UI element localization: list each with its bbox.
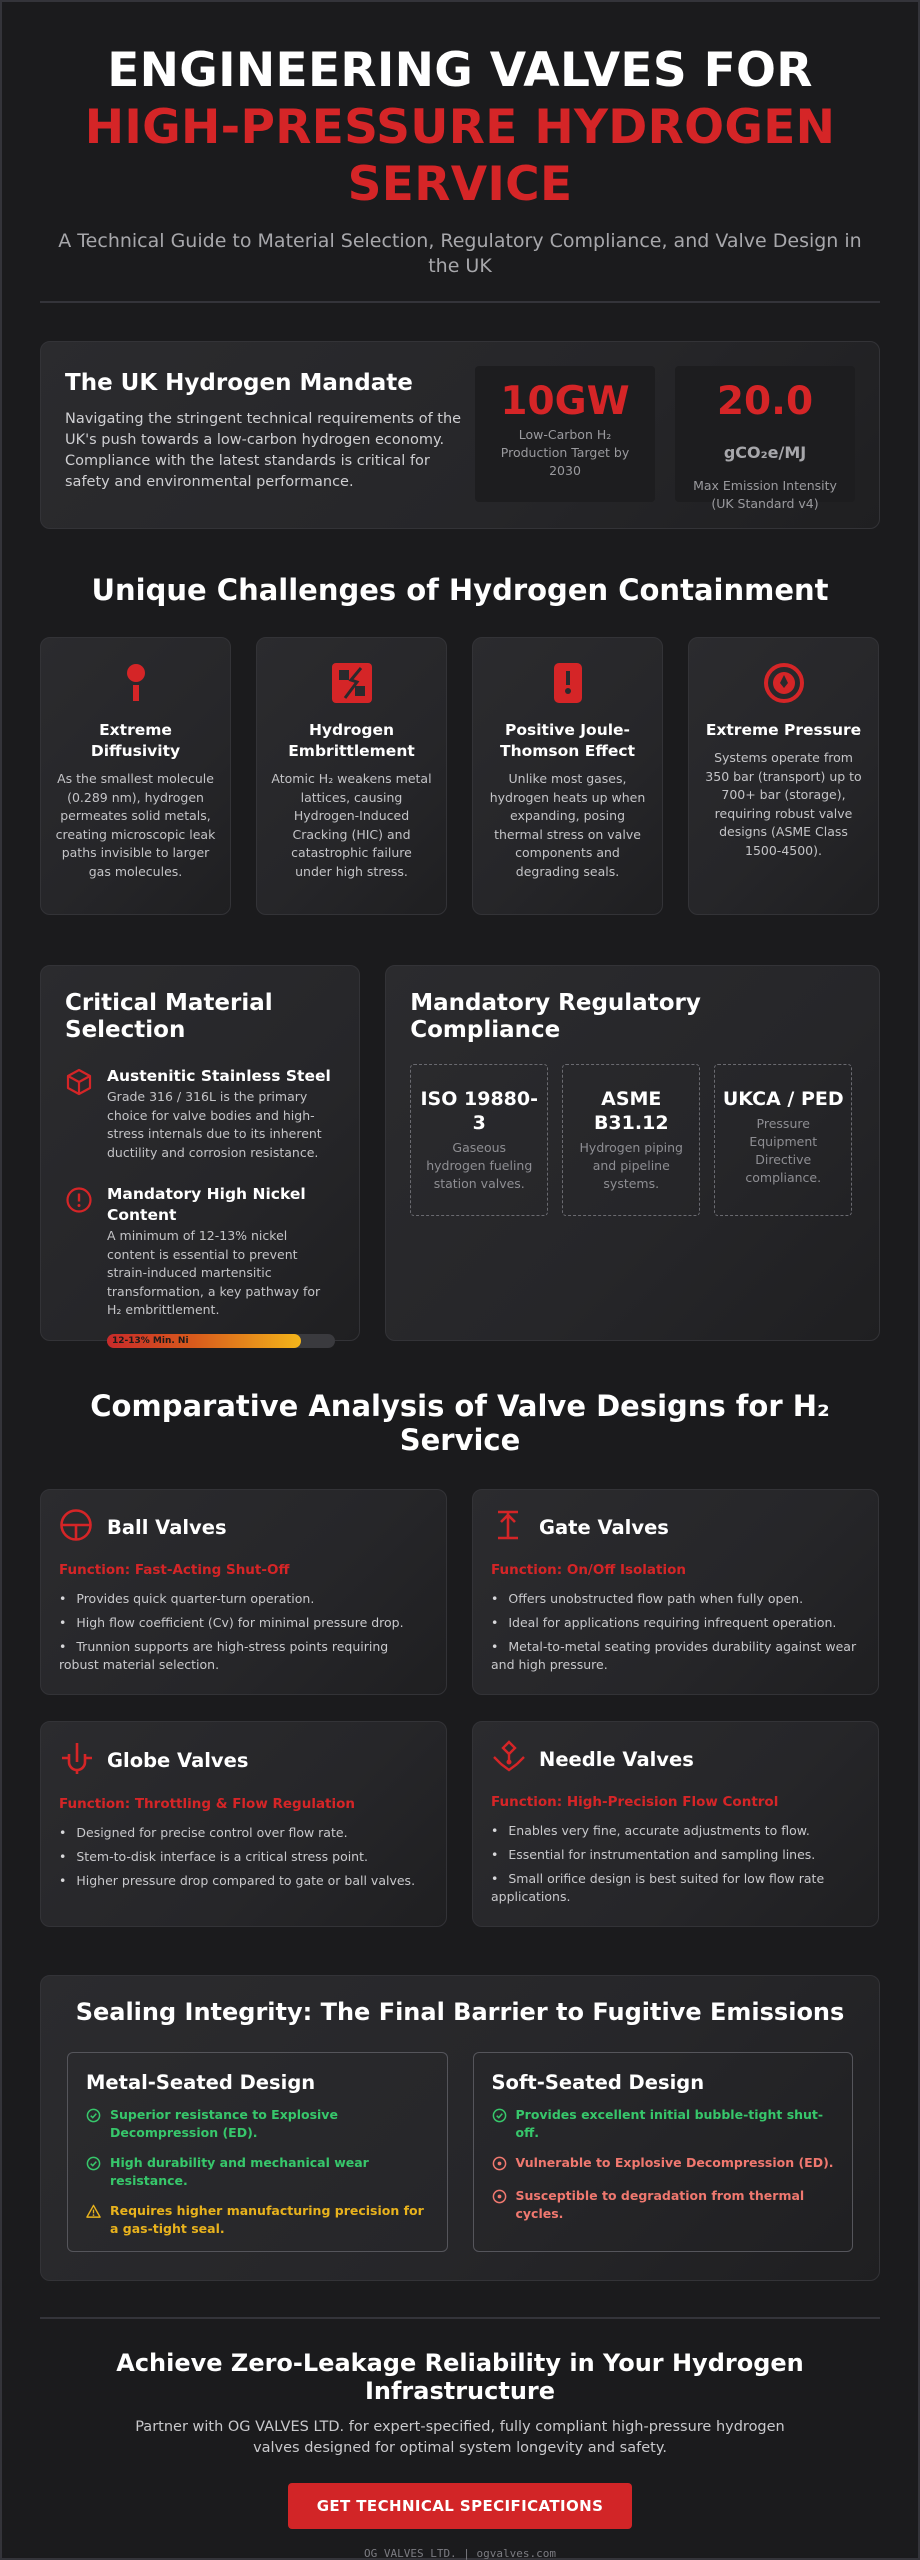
valve-point-text: Stem-to-disk interface is a critical stress point. <box>76 1849 368 1864</box>
valve-name: Needle Valves <box>539 1747 694 1771</box>
nickel-content-bar <box>107 1334 335 1348</box>
seal-item-text: Susceptible to degradation from thermal cycles. <box>515 2188 805 2221</box>
material-card <box>40 965 360 1346</box>
challenge-title: Hydrogen Embrittlement <box>288 721 415 760</box>
sealing-card <box>40 1975 880 2281</box>
material-item-title: Mandatory High Nickel Content <box>107 1185 306 1224</box>
valve-point: • Enables very fine, accurate adjustments to flow. <box>491 1823 810 1838</box>
valve-function: Function: Fast-Acting Shut-Off <box>59 1562 290 1578</box>
valve-function: Function: Throttling & Flow Regulation <box>59 1796 356 1812</box>
challenge-title: Extreme Pressure <box>705 721 862 739</box>
title-line-1: ENGINEERING VALVES FOR <box>107 43 813 98</box>
seal-item-text: Requires higher manufacturing precision for a gas-tight seal. <box>110 2203 424 2236</box>
standard-name: UKCA / PED <box>722 1088 844 1110</box>
challenge-text: Atomic H₂ weakens metal lattices, causing Hydrogen-Induced Cracking (HIC) and catastrophic failure under high stress. <box>271 771 432 879</box>
title-line-2: HIGH-PRESSURE HYDROGEN <box>84 100 836 155</box>
heat-warning-icon <box>487 660 648 706</box>
globe-valve-icon <box>59 1740 107 1780</box>
valve-point: • Ideal for applications requiring infrequent operation. <box>491 1615 837 1630</box>
valve-name: Globe Valves <box>107 1748 249 1772</box>
valve-point: • Metal-to-metal seating provides durability against wear and high pressure. <box>491 1639 857 1672</box>
valve-point-text: High flow coefficient (Cv) for minimal pressure drop. <box>76 1615 404 1630</box>
standard-box <box>410 1064 548 1216</box>
valve-point: • Essential for instrumentation and sampling lines. <box>491 1847 816 1862</box>
mandate-card <box>40 341 880 529</box>
material-item-text: Grade 316 / 316L is the primary choice for valve bodies and high-stress internals due to its inherent ductility and corrosion resistance. <box>107 1089 322 1160</box>
seal-item <box>86 2106 429 2142</box>
valve-point-text: Metal-to-metal seating provides durability against wear and high pressure. <box>491 1639 857 1672</box>
valve-point: • Provides quick quarter-turn operation. <box>59 1591 315 1606</box>
seal-item <box>492 2106 835 2142</box>
valve-name: Gate Valves <box>539 1515 669 1539</box>
challenge-card <box>688 637 879 915</box>
challenge-text: As the smallest molecule (0.289 nm), hydrogen permeates solid metals, creating microscopic leak paths invisible to larger gas molecules. <box>55 771 216 879</box>
valve-point: • Offers unobstructed flow path when fully open. <box>491 1591 804 1606</box>
seal-item-text: Vulnerable to Explosive Decompression (ED). <box>515 2155 834 2170</box>
title-line-3: SERVICE <box>347 157 573 212</box>
standard-name: ASME B31.12 <box>593 1088 669 1134</box>
valves-title: Comparative Analysis of Valve Designs for H₂ Service <box>90 1389 830 1457</box>
hero-header <box>40 2 880 279</box>
material-item-title: Austenitic Stainless Steel <box>107 1067 331 1085</box>
mandate-text: Navigating the stringent technical requirements of the UK's push towards a low-carbon hydrogen economy. Compliance with the latest standards is critical for safety and environmental performance. <box>65 411 462 490</box>
valve-point: • Trunnion supports are high-stress points requiring robust material selection. <box>59 1639 389 1672</box>
challenge-title: Extreme Diffusivity <box>90 721 181 760</box>
x-circle-icon <box>492 2154 516 2175</box>
valve-point-text: Essential for instrumentation and sampling lines. <box>508 1847 816 1862</box>
sealing-title: Sealing Integrity: The Final Barrier to Fugitive Emissions <box>75 1998 845 2026</box>
seal-item <box>492 2154 835 2175</box>
cta-section <box>40 2319 880 2560</box>
challenge-card <box>472 637 663 915</box>
gate-valve-icon <box>491 1508 539 1546</box>
material-item <box>65 1184 335 1320</box>
footer-text: OG VALVES LTD. | ogvalves.com <box>363 2547 557 2560</box>
stat-unit: gCO₂e/MJ <box>723 443 807 462</box>
standard-name: ISO 19880-3 <box>420 1088 538 1134</box>
compliance-title: Mandatory Regulatory Compliance <box>410 990 701 1043</box>
check-circle-icon <box>86 2154 110 2190</box>
check-circle-icon <box>86 2106 110 2142</box>
challenges-title: Unique Challenges of Hydrogen Containment <box>91 573 829 607</box>
get-specifications-button[interactable]: GET TECHNICAL SPECIFICATIONS <box>288 2483 632 2529</box>
warning-triangle-icon <box>86 2202 110 2238</box>
challenge-card <box>40 637 231 915</box>
valve-point: • Higher pressure drop compared to gate or ball valves. <box>59 1873 416 1888</box>
check-circle-icon <box>492 2106 516 2142</box>
material-title: Critical Material Selection <box>65 990 273 1043</box>
stat-emission-intensity <box>675 366 855 511</box>
challenge-card <box>256 637 447 915</box>
page-subtitle: A Technical Guide to Material Selection, Regulatory Compliance, and Valve Design in the UK <box>58 230 862 277</box>
valve-point-text: Enables very fine, accurate adjustments to flow. <box>508 1823 810 1838</box>
metal-seated-box <box>67 2052 448 2252</box>
page-title <box>40 42 880 213</box>
valve-point-text: Trunnion supports are high-stress points requiring robust material selection. <box>59 1639 389 1672</box>
valve-point: • Small orifice design is best suited for low flow rate applications. <box>491 1871 825 1904</box>
challenge-text: Unlike most gases, hydrogen heats up when expanding, posing thermal stress on valve components and degrading seals. <box>489 771 646 879</box>
standard-desc: Hydrogen piping and pipeline systems. <box>579 1140 683 1191</box>
valve-point: • Stem-to-disk interface is a critical stress point. <box>59 1849 368 1864</box>
valve-point-text: Ideal for applications requiring infrequent operation. <box>508 1615 837 1630</box>
seal-item-text: Provides excellent initial bubble-tight shut-off. <box>515 2107 824 2140</box>
standard-box <box>714 1064 852 1216</box>
stat-production-target <box>475 366 655 502</box>
stat-value: 10GW <box>500 379 630 424</box>
valve-card <box>472 1721 879 1927</box>
cube-icon <box>65 1066 107 1162</box>
valve-point: • High flow coefficient (Cv) for minimal pressure drop. <box>59 1615 404 1630</box>
valve-card <box>40 1489 447 1695</box>
challenge-title: Positive Joule-Thomson Effect <box>500 721 635 760</box>
nickel-content-fill: 12-13% Min. Ni <box>107 1334 301 1348</box>
stat-desc: Max Emission Intensity (UK Standard v4) <box>693 478 837 511</box>
material-item-text: A minimum of 12-13% nickel content is essential to prevent strain-induced martensitic transformation, a key pathway for H₂ embrittlement. <box>107 1228 321 1317</box>
mandate-title: The UK Hydrogen Mandate <box>65 370 413 396</box>
valve-point-text: Offers unobstructed flow path when fully open. <box>508 1591 804 1606</box>
seal-item <box>492 2187 835 2223</box>
challenges-grid <box>40 637 880 915</box>
valve-point-text: Provides quick quarter-turn operation. <box>76 1591 315 1606</box>
alert-circle-icon <box>65 1184 107 1320</box>
valve-function: Function: High-Precision Flow Control <box>491 1794 779 1810</box>
fractured-lattice-icon <box>271 660 432 706</box>
thermometer-icon <box>55 660 216 706</box>
valve-card <box>472 1489 879 1695</box>
seal-item <box>86 2154 429 2190</box>
valves-grid <box>40 1489 880 1927</box>
compliance-card <box>385 965 880 1341</box>
soft-seated-box <box>473 2052 854 2252</box>
pressure-gauge-icon <box>703 660 864 706</box>
material-compliance-row <box>40 965 880 1346</box>
standard-desc: Gaseous hydrogen fueling station valves. <box>426 1140 533 1191</box>
material-item <box>65 1066 335 1162</box>
metal-seated-title: Metal-Seated Design <box>86 2071 316 2094</box>
valve-point-text: Higher pressure drop compared to gate or ball valves. <box>76 1873 416 1888</box>
cta-text: Partner with OG VALVES LTD. for expert-specified, fully compliant high-pressure hydrogen valves designed for optimal system longevity and safety. <box>135 2419 785 2456</box>
ball-valve-icon <box>59 1508 107 1546</box>
valve-function: Function: On/Off Isolation <box>491 1562 687 1578</box>
soft-seated-title: Soft-Seated Design <box>491 2071 705 2094</box>
divider <box>40 301 880 303</box>
stat-desc: Low-Carbon H₂ Production Target by 2030 <box>500 427 630 478</box>
valve-name: Ball Valves <box>107 1515 227 1539</box>
needle-valve-icon <box>491 1740 539 1778</box>
standard-box <box>562 1064 700 1216</box>
standard-desc: Pressure Equipment Directive compliance. <box>745 1116 822 1185</box>
x-circle-icon <box>492 2187 516 2223</box>
seal-item-text: High durability and mechanical wear resistance. <box>110 2155 369 2188</box>
valve-point: • Designed for precise control over flow rate. <box>59 1825 348 1840</box>
seal-item-text: Superior resistance to Explosive Decompression (ED). <box>110 2107 338 2140</box>
valve-card <box>40 1721 447 1927</box>
valve-point-text: Designed for precise control over flow rate. <box>76 1825 348 1840</box>
seal-item <box>86 2202 429 2238</box>
challenge-text: Systems operate from 350 bar (transport) up to 700+ bar (storage), requiring robust valve designs (ASME Class 1500-4500). <box>705 750 862 858</box>
cta-title: Achieve Zero-Leakage Reliability in Your Hydrogen Infrastructure <box>116 2349 804 2405</box>
stat-value: 20.0 <box>716 379 814 424</box>
valve-point-text: Small orifice design is best suited for low flow rate applications. <box>491 1871 825 1904</box>
